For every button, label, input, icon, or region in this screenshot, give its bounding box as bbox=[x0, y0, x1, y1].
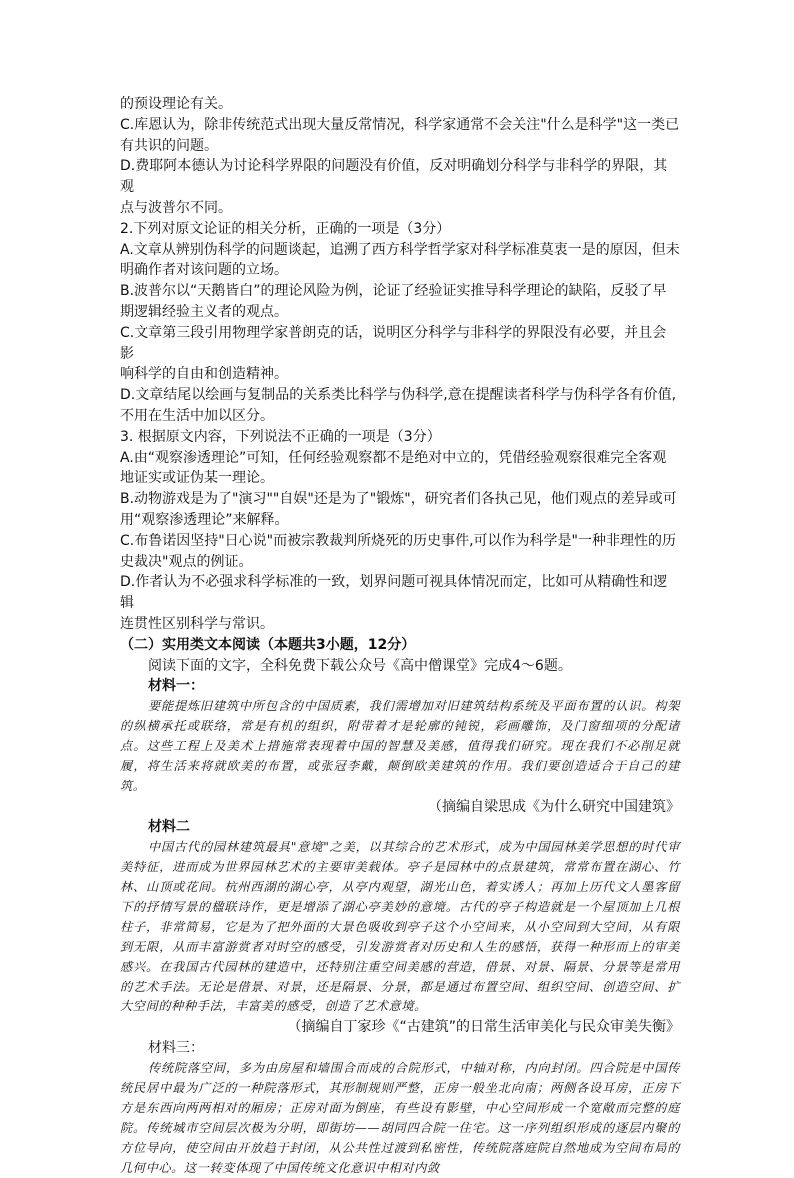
material-2-text: 中国古代的园林建筑最具"意境"之美，以其综合的艺术形式，成为中国园林美学思想的时代审美特征，进而成为世界园林艺术的主要审美载体。亭子是园林中的点景建筑，常常布置在湖心、竹林、山顶或花间。杭州西湖的湖心亭，从亭内观望，湖光山色，着实诱人；再加上历代文人墨客留下的抒情写景的楹联诗作，更是增添了湖心亭美妙的意境。古代的亭子构造就是一个屋顶加上几根柱子，非常简易，它是为了把外面的大景色吸收到亭子这个小空间来，从小空间到大空间，从有限到无限，从而丰富游赏者对时空的感受，引发游赏者对历史和人生的感悟，获得一种形而上的审美感兴。在我国古代园林的建造中，还特别注重空间美感的营造，借景、对景、隔景、分景等是常用的艺术手法。无论是借景、对景，还是隔景、分景，都是通过布置空间、组织空间、创造空间、扩大空间的种种手法，丰富美的感受，创造了艺术意境。 bbox=[120, 840, 680, 1014]
question-line: D.费耶阿本德认为讨论科学界限的问题没有价值，反对明确划分科学与非科学的界限，其观 bbox=[120, 158, 668, 196]
question-line: 明确作者对该问题的立场。 bbox=[120, 262, 288, 279]
material-1-source: （摘编自梁思成《为什么研究中国建筑》 bbox=[428, 798, 680, 815]
question-text-block bbox=[120, 94, 680, 635]
question-line: 响科学的自由和创造精神。 bbox=[120, 366, 288, 383]
question-line: 点与波普尔不同。 bbox=[120, 199, 232, 216]
question-line: D.作者认为不必强求科学标准的一致，划界问题可视具体情况而定，比如可从精确性和逻辑 bbox=[120, 574, 668, 612]
question-line: A.由“观察渗透理论”可知，任何经验观察都不是绝对中立的，凭借经验观察很难完全客观 bbox=[120, 449, 667, 466]
material-3-heading: 材料三： bbox=[148, 1040, 204, 1057]
material-2-heading: 材料二 bbox=[148, 819, 190, 836]
question-line: 有共识的问题。 bbox=[120, 137, 218, 154]
question-line: C.布鲁诺因坚持"日心说"而被宗教裁判所烧死的历史事件,可以作为科学是"一种非理性的历 bbox=[120, 532, 676, 549]
question-line: D.文章结尾以绘画与复制品的关系类比科学与伪科学,意在提醒读者科学与伪科学各有价值, bbox=[120, 387, 677, 404]
question-line: 期逻辑经验主义者的观点。 bbox=[120, 303, 288, 320]
material-2-source: （摘编自丁家珍《“古建筑”的日常生活审美化与民众审美失衡》 bbox=[287, 1019, 680, 1036]
question-line: C.文章第三段引用物理学家普朗克的话，说明区分科学与非科学的界限没有必要，并且会影 bbox=[120, 324, 667, 362]
question-line: 不用在生活中加以区分。 bbox=[120, 407, 274, 424]
question-line: 2.下列对原文论证的相关分析，正确的一项是（3分） bbox=[120, 220, 451, 237]
section-heading: （二）实用类文本阅读（本题共3小题，12分） bbox=[120, 636, 416, 653]
question-line: B.波普尔以“天鹅皆白”的理论风险为例，论证了经验证实推导科学理论的缺陷，反驳了早 bbox=[120, 283, 667, 300]
question-line: 史裁决"观点的例证。 bbox=[120, 553, 253, 570]
material-1-heading: 材料一： bbox=[148, 678, 204, 695]
question-line: B.动物游戏是为了"演习""自娱"还是为了"锻炼"，研究者们各执己见，他们观点的差异或可 bbox=[120, 491, 677, 508]
question-line: 3. 根据原文内容，下列说法不正确的一项是（3分） bbox=[120, 428, 441, 445]
instruction-line: 阅读下面的文字，全科免费下载公众号《高中僧课堂》完成4～6题。 bbox=[148, 657, 572, 674]
material-3-text: 传统院落空间，多为由房屋和墙围合而成的合院形式，中轴对称，内向封闭。四合院是中国传统民居中最为广泛的一种院落形式，其形制规则严整，正房一般坐北向南；两侧各设耳房，正房下方是东西向两两相对的厢房；正房对面为倒座，有些设有影壁，中心空间形成一个宽敞而完整的庭院。传统城市空间层次极为分明，即街坊——胡同四合院一住宅。这一序列组织形成的逐层内聚的方位导向，使空间由开放趋于封闭，从公共性过渡到私密性，传统院落庭院自然地成为空间布局的几何中心。这一转变体现了中国传统文化意识中相对内敛 bbox=[120, 1060, 680, 1175]
question-line: 地证实或证伪某一理论。 bbox=[120, 470, 274, 487]
question-line: 连贯性区别科学与常识。 bbox=[120, 615, 274, 632]
material-1-text: 要能提炼旧建筑中所包含的中国质素，我们需增加对旧建筑结构系统及平面布置的认识。构架的纵横承托或联络，常是有机的组织，附带着才是轮廓的钝锐，彩画雕饰，及门窗细项的分配诸点。这些工程上及美术上措施常表现着中国的智慧及美感，值得我们研究。现在我们不必削足就履，将生活来将就欧美的布置，或张冠李戴，颠倒欧美建筑的作用。我们要创造适合于自己的建筑。 bbox=[120, 699, 680, 793]
question-line: A.文章从辨别伪科学的问题谈起，追溯了西方科学哲学家对科学标准莫衷一是的原因，但未 bbox=[120, 241, 680, 258]
question-line: 的预设理论有关。 bbox=[120, 96, 232, 112]
exam-page bbox=[120, 94, 680, 1178]
question-line: 用“观察渗透理论”来解释。 bbox=[120, 511, 289, 528]
question-line: C.库恩认为，除非传统范式出现大量反常情况，科学家通常不会关注"什么是科学"这一类已 bbox=[120, 116, 680, 133]
